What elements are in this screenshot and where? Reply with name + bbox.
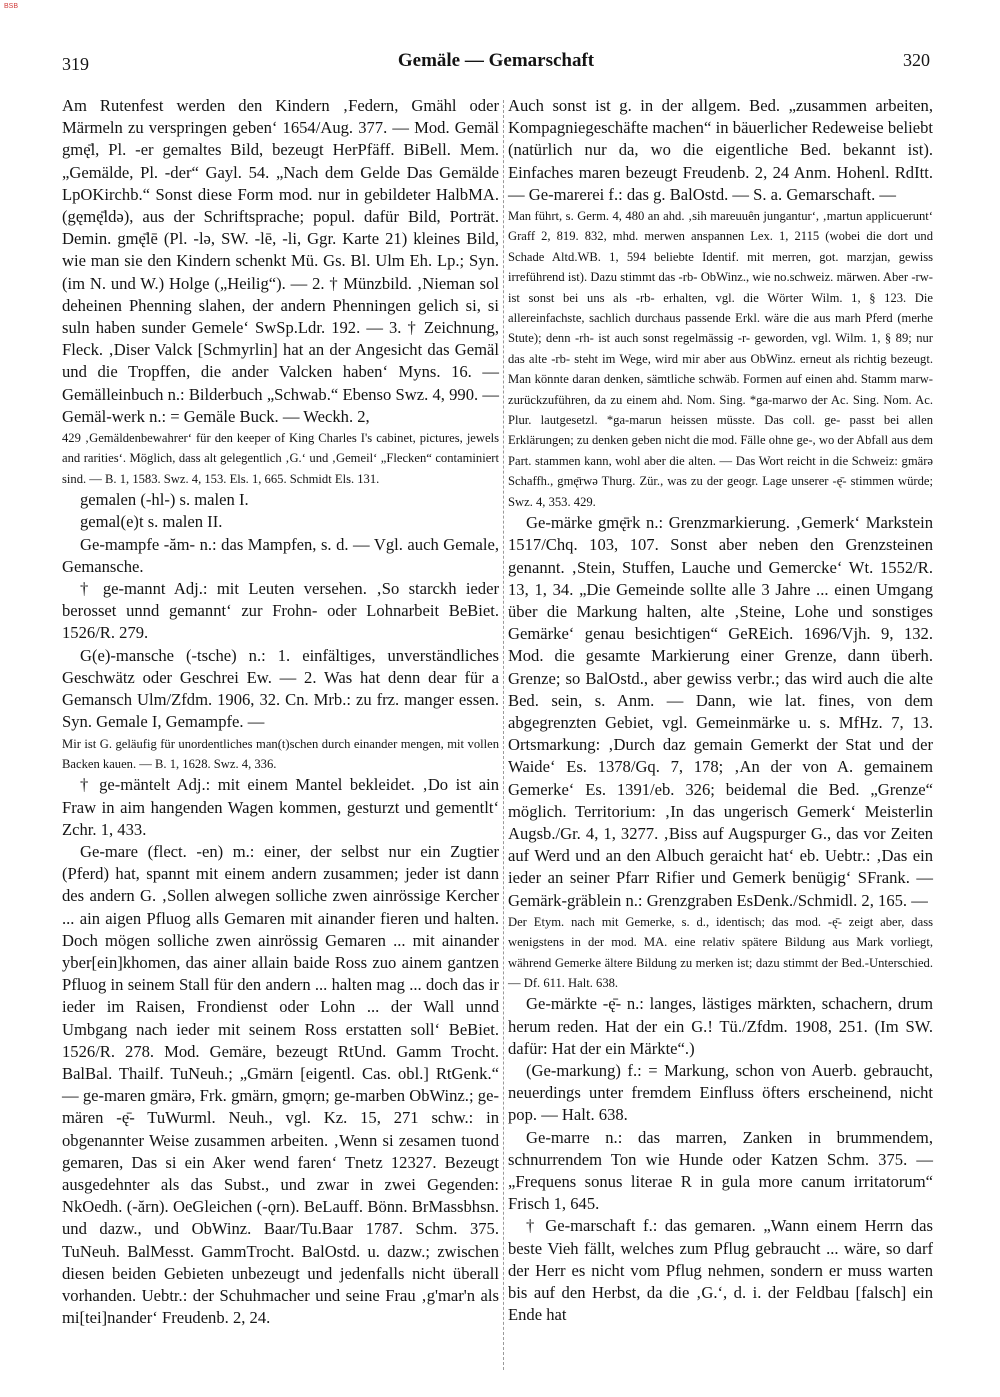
note-gemare: Man führt, s. Germ. 4, 480 an ahd. ‚sih mareuuên jungantur‘, ‚martun applicuerunt‘ Graff 2, 819. 832, mhd. merwen anspannen Lex. 1, 2115 (wobei die dort und Schade Altd.WB. 1, 594 beliebte Identif. mit merren, got. marzjan, gewiss irreführend ist). Dazu stimmt das -rb- ObWinz., wie no.schweiz. märwen. Aber -rw- ist sonst bei uns als -rb- erhalten, vgl. die Wörter Wilm. 1, § 123. Die allereinfachste, sachlich durchaus passende Erkl. wäre die aus marh Pferd (merhe Stute); denn -rh- ist auch sonst regelmässig -r- geworden, vgl. Wilm. 1, § 89; nur das alte -rb- steht im Wege, wird mir aber aus ObWinz. erneut als richtig bezeugt. Man könnte daran denken, sämtliche schwäb. Formen auf einen ahd. Stamm marw- zurückzuführen, da zu einem ahd. Nom. Sing. *ga-marwo der Ac. Sing. Nom. Ac. Plur. lautgesetzl. *ga-marun heissen müsste. Das coll. ge- passt bei allen Erklärungen; zu denken geben nicht die mod. Fälle ohne ge-, wo der Abfall aus dem Part. stammen kann, wohl aber die alten. — Das Wort reicht in die Schweiz: gmärə Schaffh., gmę̄rwə Thurg. Zür., was zu der geogr. Lage unserer -ę̄- stimmen würde; Swz. 4, 353. 429. — [508, 209, 933, 509]
page-header — [62, 50, 930, 80]
entry-gemarkung: (Ge-markung) f.: = Markung, schon von Auerb. gebraucht, neuerdings unter fremdem Einfluss öfters erscheinend, nicht pop. — Halt. 638. — [508, 1061, 933, 1125]
entry-gemampfe: Ge-mampfe -ăm- n.: das Mampfen, s. d. — Vgl. auch Gemale, Gemansche. — [62, 534, 499, 576]
entry-gemaerkte: Ge-märkte -ę̄- n.: langes, lästiges märkten, schachern, drum herum reden. Hat der ein G.! Tü./Zfdm. 1908, 251. (Im SW. dafür: Hat der ein Märkte“.) — [508, 994, 933, 1058]
entry-gemaele-continued: Am Rutenfest werden den Kindern ‚Federn, Gmähl oder Märmeln zu verspringen geben‘ 1654/Aug. 377. — Mod. Gemäl gmę̄l, Pl. -er gemaltes Bild, bezeugt HerPfäff. BiBell. Mem. „Gemälde, Pl. -der“ Gayl. 54. „Nach dem Gelde Das Gemälde LpOKirchb.“ Sonst diese Form mod. nur in gebildeter HalbMA. (gęmę̄ldə), aus der Schriftsprache; popul. dafür Bild, Porträt. Demin. gmę̄lē (Pl. -lə, SW. -lē, -li, Ggr. Karte 21) kleines Bild, wie man sie den Kindern schenkt Mü. Gs. Bl. Ulm Eh. Lp.; Syn. (im N. und W.) Holge („Heilig“). — 2. † Münzbild. ‚Nieman sol deheinen Phenning slahen, der andern Phenningen gelich si, si suln haben sunder Gemele‘ SwSp.Ldr. 192. — 3. † Zeichnung, Fleck. ‚Diser Valck [Schmyrlin] hat an der Angesicht das Gemäl und die Tropffen, die ander Valcken haben‘ Myns. 16. — Gemälleinbuch n.: Bilderbuch „Schwab.“ Ebenso Swz. 4, 990. — Gemäl-werk n.: = Gemäle Buck. — Weckh. 2, — [62, 96, 499, 426]
entry-gemansche: G(e)-mansche (-tsche) n.: 1. einfältiges, unverständliches Geschwätz oder Geschrei Ew. — 2. Was hat denn dear für a Gemansch Ulm/Zfdm. 1906, 32. Cn. Mrb.: zu frz. manger essen. Syn. Gemale I, Gemampfe. — — [62, 645, 499, 732]
library-stamp: BSB — [4, 3, 19, 10]
page-title: Gemäle — Gemarschaft — [397, 50, 595, 71]
entry-gemarre: Ge-marre n.: das marren, Zanken in brummendem, schnurrendem Ton wie Hunde oder Katzen Schm. 375. — „Frequens sonus literae R in gula more canum irritatorum“ Frisch 1, 645. — [508, 1127, 933, 1214]
column-divider — [503, 100, 504, 1370]
entry-gemare-continued: Auch sonst ist g. in der allgem. Bed. „zusammen arbeiten, Kompagniegeschäfte machen“ in bäuerlicher Redeweise beliebt (natürlich nur da, wo die eigentliche Bed. bekannt ist). Einfaches maren bezeugt Freudenb. 2, 24 Anm. Hohenl. RdItt. — Ge-marerei f.: das g. BalOstd. — S. a. Gemarschaft. — — [508, 96, 933, 204]
entry-gemaentelt: † ge-mäntelt Adj.: mit einem Mantel bekleidet. ‚Do ist ain Fraw in aim hangenden Wagen kommen, gesturzt und gementlt‘ Zchr. 1, 433. — [62, 775, 499, 839]
note-gemaele: 429 ‚Gemäldenbewahrer‘ für den keeper of King Charles I's cabinet, pictures, jewels and rarities‘. Möglich, dass alt gelegentlich ‚G.‘ und ‚Gemeil‘ „Flecken“ contaminiert sind. — B. 1, 1583. Swz. 4, 153. Els. 1, 665. Schmidt Els. 131. — [62, 431, 499, 486]
right-column — [508, 95, 933, 1326]
entry-gemaerke: Ge-märke gmę̄rk n.: Grenzmarkierung. ‚Gemerk‘ Markstein 1517/Chq. 103, 107. Sonst aber neben den Grenzsteinen genannt. ‚Stein, Stuffen, Lauche und Gemercke‘ Wt. 1552/R. 13, 1, 34. „Die Gemeinde sollte alle 3 Jahre ... einen Umgang über die Markung halten, alte ‚Steine, Lohe und sonstiges Gemärke‘ genau besichtigen“ GeREich. 1696/Vjh. 9, 132. Mod. die gesamte Markierung einer Grenze, dann überh. Grenze; so BalOstd., aber gewiss verbr.; das wird auch die alte Bed. sein, s. Anm. — Dann, wie lat. fines, von dem abgegrenzten Gebiet, vgl. Gemeinmärke u. s. MfHz. 7, 13. Ortsmarkung: ‚Durch daz gemain Gemerkt der Stat und der Waide‘ Es. 1378/Gq. 7, 178; ‚An der von A. gemainem Gemerke‘ Es. 1391/eb. 326; beidemal die Bed. „Grenze“ möglich. Territorium: ‚In das ungerisch Gemerk‘ Meisterlin Augsb./Gr. 4, 1, 3277. ‚Biss auf Augspurger G., das vor Zeiten auf Werd und an den Albuch geraicht hat‘ eb. Uebtr.: ‚Das ein ieder an seiner Pfarr Rifier und Gemerk benügig‘ SFrank. — Gemärk-gräblein n.: Grenzgraben EsDenk./Schmidl. 2, 165. — — [508, 513, 933, 910]
entry-gemalet: gemal(e)t s. malen II. — [80, 512, 223, 532]
entry-gemare: Ge-mare (flect. -en) m.: einer, der selbst nur ein Zugtier (Pferd) hat, spannt mit einem andern zusammen; jeder ist dann des andern G. ‚Sollen alwegen solliche zwen ainrössige Kercher ... ain aigen Pfluog alls Gemaren mit ainander fieren und halten. Doch mögen solliche zwen ainrössig Gemaren ... mit ainander yber[ein]khomen, das ainer allain baide Ross zuo ainem gantzen Pfluog in seinem Stall für den andern ... halten mag ... doch das ir ieder im Raisen, Frondienst oder Lohn ... der Wall unnd Umbgang nach ieder mit seinem Ross erstatten soll‘ BeBiet. 1526/R. 278. Mod. Gemäre, bezeugt RtUnd. Gamm Trocht. BalBal. Thailf. TuNeuh.; „Gmärn [eigentl. Cas. obl.] RtGenk.“ — ge-maren gmärə, Frk. gmärn, gmǫrn; ge-marben ObWinz.; ge-mären -ę̄- TuWurml. Neuh., vgl. Kz. 15, 271 schw.: in obgenannter Weise zusammen arbeiten. ‚Wenn si zesamen tuond gemaren, Das si ein Aker wend faren‘ Tnetz 12327. Bezeugt ausgedehnter als das Subst., und zwar in zwei Gegenden: NkOedh. (-ărn). OeGleichen (-ǫrn). BeLauff. Bönn. BrMassbhsn. und dazw., und ObWinz. Baar/Tu.Baar 1787. Schm. 375. TuNeuh. BalMesst. GammTrocht. BalOstd. u. dazw.; zwischen diesen beiden Gebieten unbezeugt und jedenfalls nicht überall vorhanden. Uebtr.: der Schuhmacher und seine Frau ‚g'mar'n als mi[tei]nander‘ Freudenb. 2, 24. — [62, 841, 499, 1328]
entry-gemalen: gemalen (-hl-) s. malen I. — [80, 490, 249, 510]
left-column — [62, 95, 499, 1329]
note-gemansche: Mir ist G. geläufig für unordentliches man(t)schen durch einander mengen, mit vollen Backen kauen. — B. 1, 1628. Swz. 4, 336. — [62, 736, 499, 771]
note-gemaerke: Der Etym. nach mit Gemerke, s. d., identisch; das mod. -ę̄- zeigt aber, dass wenigstens in der mod. MA. eine relativ spätere Bildung aus Mark vorliegt, während Gemerke ältere Bildung zu merken ist; dazu stimmt der Bed.-Unterschied. — Df. 611. Halt. 638. — [508, 914, 933, 990]
page-number-right: 320 — [903, 50, 930, 70]
page-number-left: 319 — [62, 54, 89, 74]
entry-gemannt: † ge-mannt Adj.: mit Leuten versehen. ‚So starckh ieder berosset unnd gemannt‘ zur Frohn- oder Lohnarbeit BeBiet. 1526/R. 279. — [62, 579, 499, 643]
entry-gemarschaft: † Ge-marschaft f.: das gemaren. „Wann einem Herrn das beste Vieh fällt, welches zum Pflug gebraucht ... wäre, so darf der Herr es nicht vom Pflug nehmen, sondern er muss warten bis auf den Herbst, da die ‚G.‘, d. i. der Feldbau [falsch] ein Ende hat — [508, 1216, 933, 1325]
